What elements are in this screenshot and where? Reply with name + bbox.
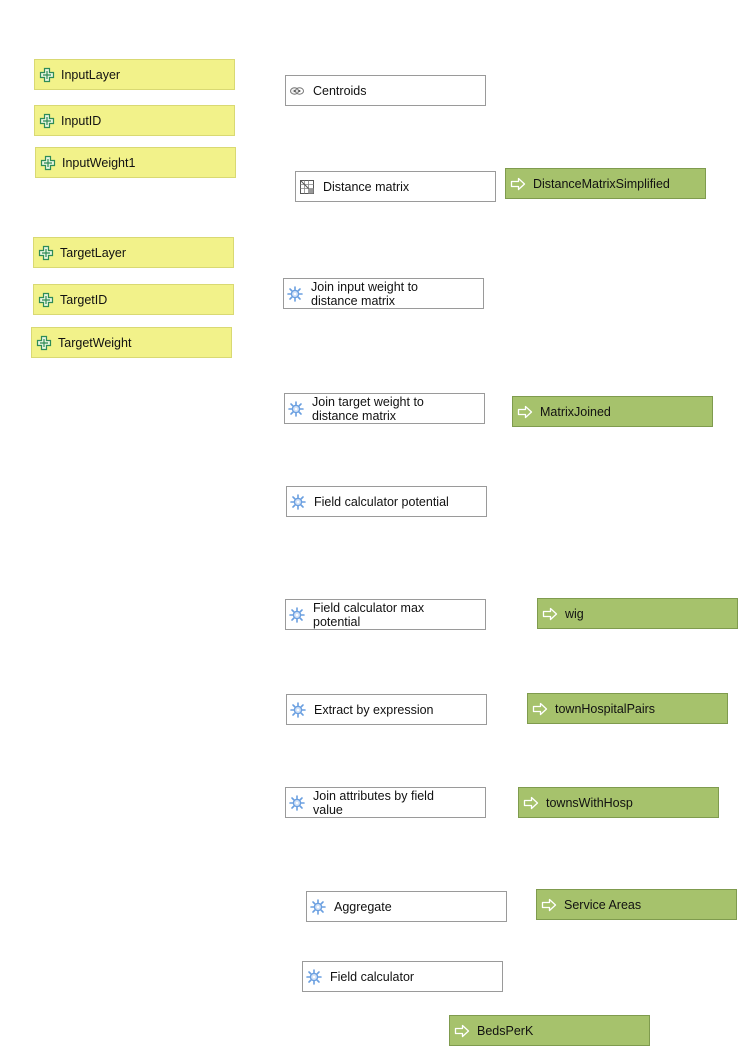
gear-icon	[289, 607, 305, 623]
node-label: townHospitalPairs	[555, 701, 656, 716]
gear-icon	[290, 702, 306, 718]
node-label: Field calculator	[330, 969, 415, 984]
algorithm-join-target-weight[interactable]	[284, 393, 485, 424]
node-label: Extract by expression	[314, 702, 434, 717]
model-input-inputid[interactable]	[34, 105, 235, 136]
gear-icon	[290, 494, 306, 510]
gear-icon	[306, 969, 322, 985]
node-label: TargetID	[60, 292, 108, 307]
output-arrow-icon	[517, 404, 533, 420]
node-label: Service Areas	[564, 897, 642, 912]
node-label: InputLayer	[61, 67, 121, 82]
plus-icon	[38, 292, 54, 308]
node-label: InputID	[61, 113, 102, 128]
model-input-inputweight1[interactable]	[35, 147, 236, 178]
model-input-targetlayer[interactable]	[33, 237, 234, 268]
gear-icon	[289, 795, 305, 811]
output-arrow-icon	[542, 606, 558, 622]
plus-icon	[39, 113, 55, 129]
model-output-townhospitalpairs[interactable]	[527, 693, 728, 724]
model-output-wig[interactable]	[537, 598, 738, 629]
node-label: InputWeight1	[62, 155, 136, 170]
algorithm-aggregate[interactable]	[306, 891, 507, 922]
gear-icon	[310, 899, 326, 915]
model-output-bedsperk[interactable]	[449, 1015, 650, 1046]
model-output-townswithhosp[interactable]	[518, 787, 719, 818]
node-label: DistanceMatrixSimplified	[533, 176, 670, 191]
algorithm-field-calculator-potential[interactable]	[286, 486, 487, 517]
node-label: TargetLayer	[60, 245, 127, 260]
output-arrow-icon	[541, 897, 557, 913]
distance-matrix-icon	[299, 179, 315, 195]
model-input-targetweight[interactable]	[31, 327, 232, 358]
output-arrow-icon	[523, 795, 539, 811]
model-output-matrixjoined[interactable]	[512, 396, 713, 427]
node-label: Join attributes by field value	[313, 789, 434, 817]
gear-icon	[287, 286, 303, 302]
plus-icon	[36, 335, 52, 351]
model-output-service-areas[interactable]	[536, 889, 737, 920]
centroids-icon	[289, 83, 305, 99]
algorithm-extract-by-expression[interactable]	[286, 694, 487, 725]
algorithm-field-calculator-max-potential[interactable]	[285, 599, 486, 630]
algorithm-centroids[interactable]	[285, 75, 486, 106]
algorithm-join-input-weight[interactable]	[283, 278, 484, 309]
plus-icon	[38, 245, 54, 261]
gear-icon	[288, 401, 304, 417]
output-arrow-icon	[532, 701, 548, 717]
algorithm-distance-matrix[interactable]	[295, 171, 496, 202]
algorithm-join-attributes-by-field-value[interactable]	[285, 787, 486, 818]
output-arrow-icon	[510, 176, 526, 192]
node-label: wig	[565, 606, 584, 621]
node-label: townsWithHosp	[546, 795, 633, 810]
node-label: MatrixJoined	[540, 404, 611, 419]
output-arrow-icon	[454, 1023, 470, 1039]
model-output-distancematrixsimplified[interactable]	[505, 168, 706, 199]
plus-icon	[40, 155, 56, 171]
node-label: Join target weight to distance matrix	[312, 395, 424, 423]
node-label: Aggregate	[334, 899, 392, 914]
node-label: BedsPerK	[477, 1023, 534, 1038]
node-label: Field calculator max potential	[313, 601, 425, 629]
node-label: Field calculator potential	[314, 494, 449, 509]
model-input-inputlayer[interactable]	[34, 59, 235, 90]
plus-icon	[39, 67, 55, 83]
node-label: Join input weight to distance matrix	[311, 280, 419, 308]
node-label: Centroids	[313, 83, 367, 98]
node-label: TargetWeight	[58, 335, 132, 350]
algorithm-field-calculator[interactable]	[302, 961, 503, 992]
node-label: Distance matrix	[323, 179, 410, 194]
model-input-targetid[interactable]	[33, 284, 234, 315]
